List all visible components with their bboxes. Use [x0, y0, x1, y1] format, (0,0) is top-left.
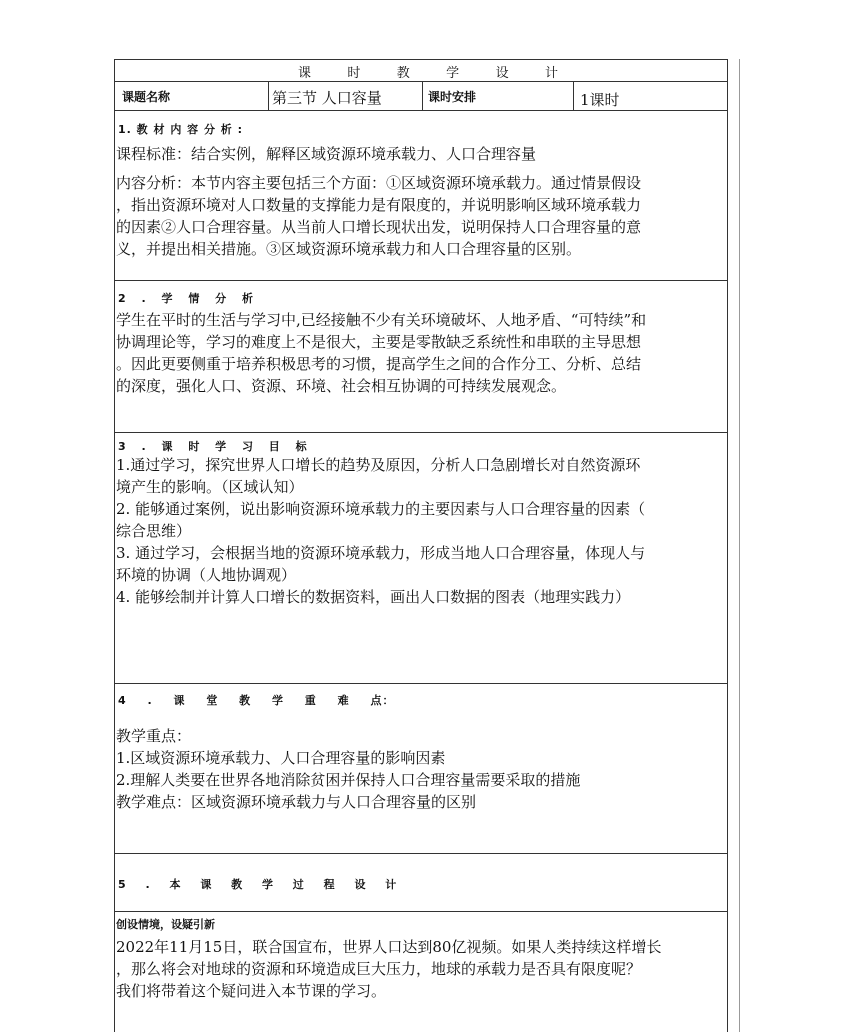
text-line: 2.理解人类要在世界各地消除贫困并保持人口合理容量需要采取的措施	[116, 771, 581, 789]
row-divider	[114, 911, 728, 912]
title-char: 设	[495, 66, 509, 81]
subsection-label: 创设情境，设疑引新	[116, 918, 215, 931]
title-char: 课	[298, 66, 312, 81]
text-line: 我们将带着这个疑问进入本节课的学习。	[116, 982, 387, 1000]
row-divider	[114, 110, 728, 111]
topic-label: 课题名称	[122, 90, 171, 104]
row-divider	[114, 432, 728, 433]
row-divider	[114, 280, 728, 281]
schedule-label: 课时安排	[428, 90, 477, 104]
title-char: 计	[544, 66, 558, 81]
course-standard: 课程标准：结合实例，解释区域资源环境承载力、人口合理容量	[116, 145, 537, 163]
schedule-value: 1课时	[580, 91, 620, 109]
row-divider	[114, 683, 728, 684]
row-divider	[114, 81, 728, 82]
text-line: 2022年11月15日，联合国宣布，世界人口达到80亿视频。如果人类持续这样增长	[116, 938, 662, 956]
text-line: 1.通过学习，探究世界人口增长的趋势及原因，分析人口急剧增长对自然资源环	[116, 456, 641, 474]
text-line: 学生在平时的生活与学习中,已经接触不少有关环境破坏、人地矛盾、“可特续”和	[116, 311, 647, 329]
content-analysis	[116, 172, 722, 260]
col-divider	[422, 81, 423, 110]
text-line: 2. 能够通过案例，说出影响资源环境承载力的主要因素与人口合理容量的因素（	[116, 500, 646, 518]
table-title	[298, 62, 558, 81]
section-heading: 1. 教 材 内 容 分 析 :	[118, 123, 244, 136]
topic-value: 第三节 人口容量	[272, 89, 382, 107]
section-heading: 3 . 课 时 学 习 目 标	[118, 440, 308, 453]
section-heading: 5 . 本 课 教 学 过 程 设 计	[118, 878, 398, 891]
text-line: 的因素②人口合理容量。从当前人口增长现状出发，说明保持人口合理容量的意	[116, 218, 642, 236]
text-line: ，那么将会对地球的资源和环境造成巨大压力，地球的承载力是否具有限度呢？	[116, 960, 642, 978]
text-line: 协调理论等，学习的难度上不是很大，主要是零散缺乏系统性和串联的主导思想	[116, 333, 642, 351]
text-line: 教学重点：	[116, 727, 192, 745]
col-divider	[268, 81, 269, 110]
text-line: 3. 通过学习，会根据当地的资源环境承载力，形成当地人口合理容量，体现人与	[116, 544, 646, 562]
process-intro	[116, 936, 722, 1002]
text-line: 综合思维）	[116, 522, 192, 540]
text-line: 4. 能够绘制并计算人口增长的数据资料，画出人口数据的图表（地理实践力）	[116, 588, 631, 606]
right-margin-line	[739, 59, 740, 1032]
learning-objectives	[116, 454, 722, 608]
title-char: 教	[396, 66, 410, 81]
text-line: 义，并提出相关措施。③区域资源环境承载力和人口合理容量的区别。	[116, 240, 582, 258]
title-char: 时	[347, 66, 361, 81]
text-line: 环境的协调（人地协调观）	[116, 566, 297, 584]
col-divider	[573, 81, 574, 110]
row-divider	[114, 853, 728, 854]
section-heading: 4 . 课 堂 教 学 重 难 点：	[118, 694, 395, 707]
learner-analysis	[116, 309, 722, 397]
section-heading: 2 . 学 情 分 析	[118, 292, 254, 305]
text-line: 教学难点：区域资源环境承载力与人口合理容量的区别	[116, 793, 477, 811]
text-line: 1.区域资源环境承载力、人口合理容量的影响因素	[116, 749, 446, 767]
text-line: ，指出资源环境对人口数量的支撑能力是有限度的，并说明影响区域环境承载力	[116, 196, 642, 214]
text-line: 境产生的影响。（区域认知）	[116, 478, 304, 496]
key-difficult-points	[116, 725, 722, 813]
title-char: 学	[446, 66, 460, 81]
text-line: 。因此更要侧重于培养积极思考的习惯，提高学生之间的合作分工、分析、总结	[116, 355, 642, 373]
text-line: 的深度，强化人口、资源、环境、社会相互协调的可持续发展观念。	[116, 377, 567, 395]
text-line: 内容分析：本节内容主要包括三个方面：①区域资源环境承载力。通过情景假设	[116, 174, 642, 192]
section-body	[116, 143, 722, 165]
